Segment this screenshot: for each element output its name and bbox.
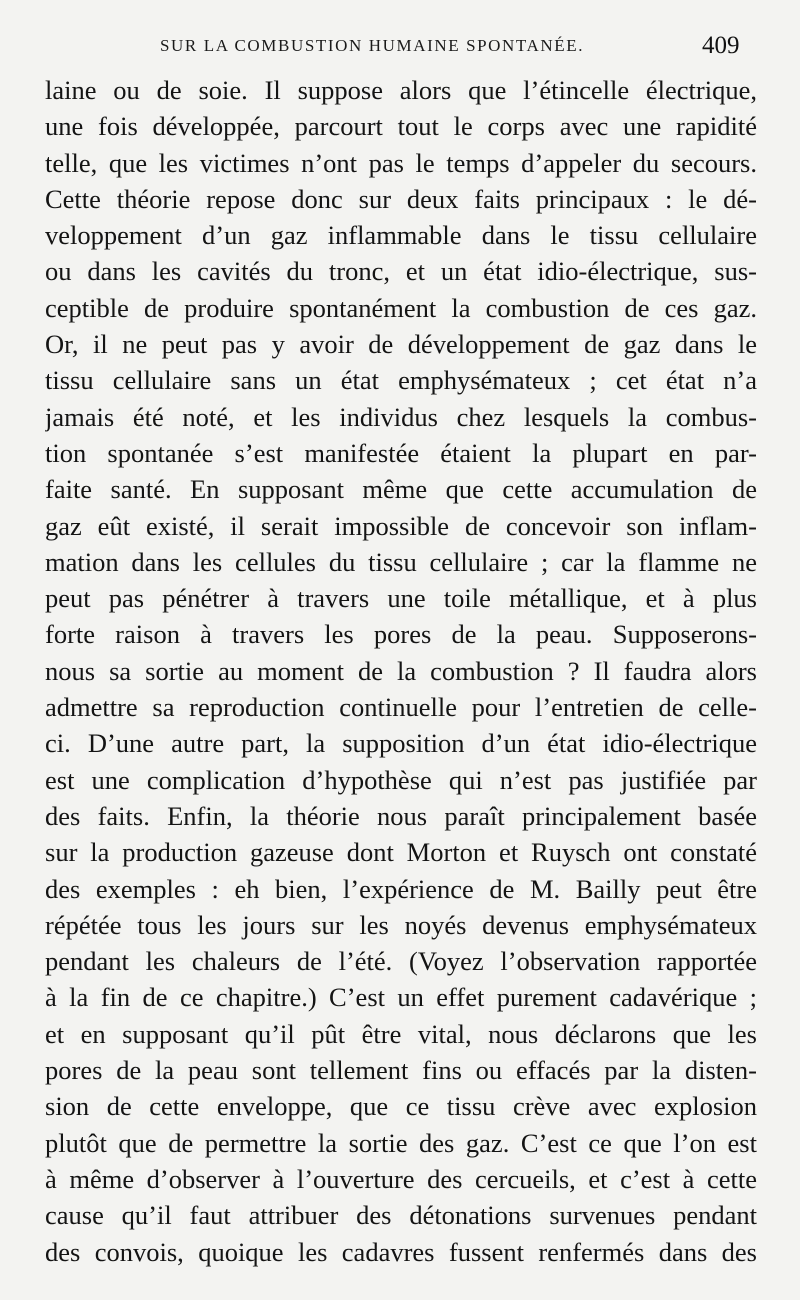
text-line: tion spontanée s’est manifestée étaient la plupart en par- [45,437,757,468]
text-line: laine ou de soie. Il suppose alors que l’étincelle électrique, [45,75,757,105]
text-line: pendant les chaleurs de l’été. (Voyez l’observation rapportée [45,946,757,977]
text-line: tissu cellulaire sans un état emphysémateux ; cet état n’a [45,365,757,396]
text-line: des exemples : eh bien, l’expérience de M. Bailly peut être [45,873,757,904]
text-line: est une complication d’hypothèse qui n’est pas justifiée par [45,764,757,795]
text-line: admettre sa reproduction continuelle pour l’entretien de celle- [45,692,757,723]
text-line: sion de cette enveloppe, que ce tissu crève avec explosion [45,1091,757,1122]
text-line: Cette théorie repose donc sur deux faits principaux : le dé- [45,183,757,214]
text-line: Or, il ne peut pas y avoir de développement de gaz dans le [45,329,757,360]
text-line: des faits. Enfin, la théorie nous paraît principalement basée [45,800,757,831]
text-line: pores de la peau sont tellement fins ou effacés par la disten- [45,1055,757,1086]
text-line: forte raison à travers les pores de la peau. Supposerons- [45,619,757,650]
text-line: jamais été noté, et les individus chez lesquels la combus- [45,401,757,432]
text-line: veloppement d’un gaz inflammable dans le tissu cellulaire [45,220,757,251]
text-line: à même d’observer à l’ouverture des cercueils, et c’est à cette [45,1163,757,1194]
text-line: ceptible de produire spontanément la combustion de ces gaz. [45,292,757,323]
text-line: telle, que les victimes n’ont pas le temps d’appeler du secours. [45,147,757,178]
page-number: 409 [702,32,740,59]
text-line: à la fin de ce chapitre.) C’est un effet purement cadavérique ; [45,982,757,1013]
text-line: nous sa sortie au moment de la combustion ? Il faudra alors [45,655,757,686]
running-head-title: SUR LA COMBUSTION HUMAINE SPONTANÉE. [160,36,585,55]
text-line: ou dans les cavités du tronc, et un état idio-électrique, sus- [45,256,757,287]
text-line: répétée tous les jours sur les noyés devenus emphysémateux [45,909,757,940]
text-line: plutôt que de permettre la sortie des gaz. C’est ce que l’on est [45,1127,757,1158]
text-line: peut pas pénétrer à travers une toile métallique, et à plus [45,583,757,614]
text-line: gaz eût existé, il serait impossible de concevoir son inflam- [45,510,757,541]
text-line: ci. D’une autre part, la supposition d’un état idio-électrique [45,728,757,759]
text-line: et en supposant qu’il pût être vital, nous déclarons que les [45,1018,757,1049]
text-line: sur la production gazeuse dont Morton et Ruysch ont constaté [45,837,757,868]
text-line: cause qu’il faut attribuer des détonations survenues pendant [45,1200,757,1231]
text-line: une fois développée, parcourt tout le corps avec une rapidité [45,111,757,142]
text-line: mation dans les cellules du tissu cellulaire ; car la flamme ne [45,546,757,577]
running-head [0,32,800,60]
body-text [45,72,757,1270]
text-line: des convois, quoique les cadavres fussent renfermés dans des [45,1236,757,1267]
text-line: faite santé. En supposant même que cette accumulation de [45,474,757,505]
